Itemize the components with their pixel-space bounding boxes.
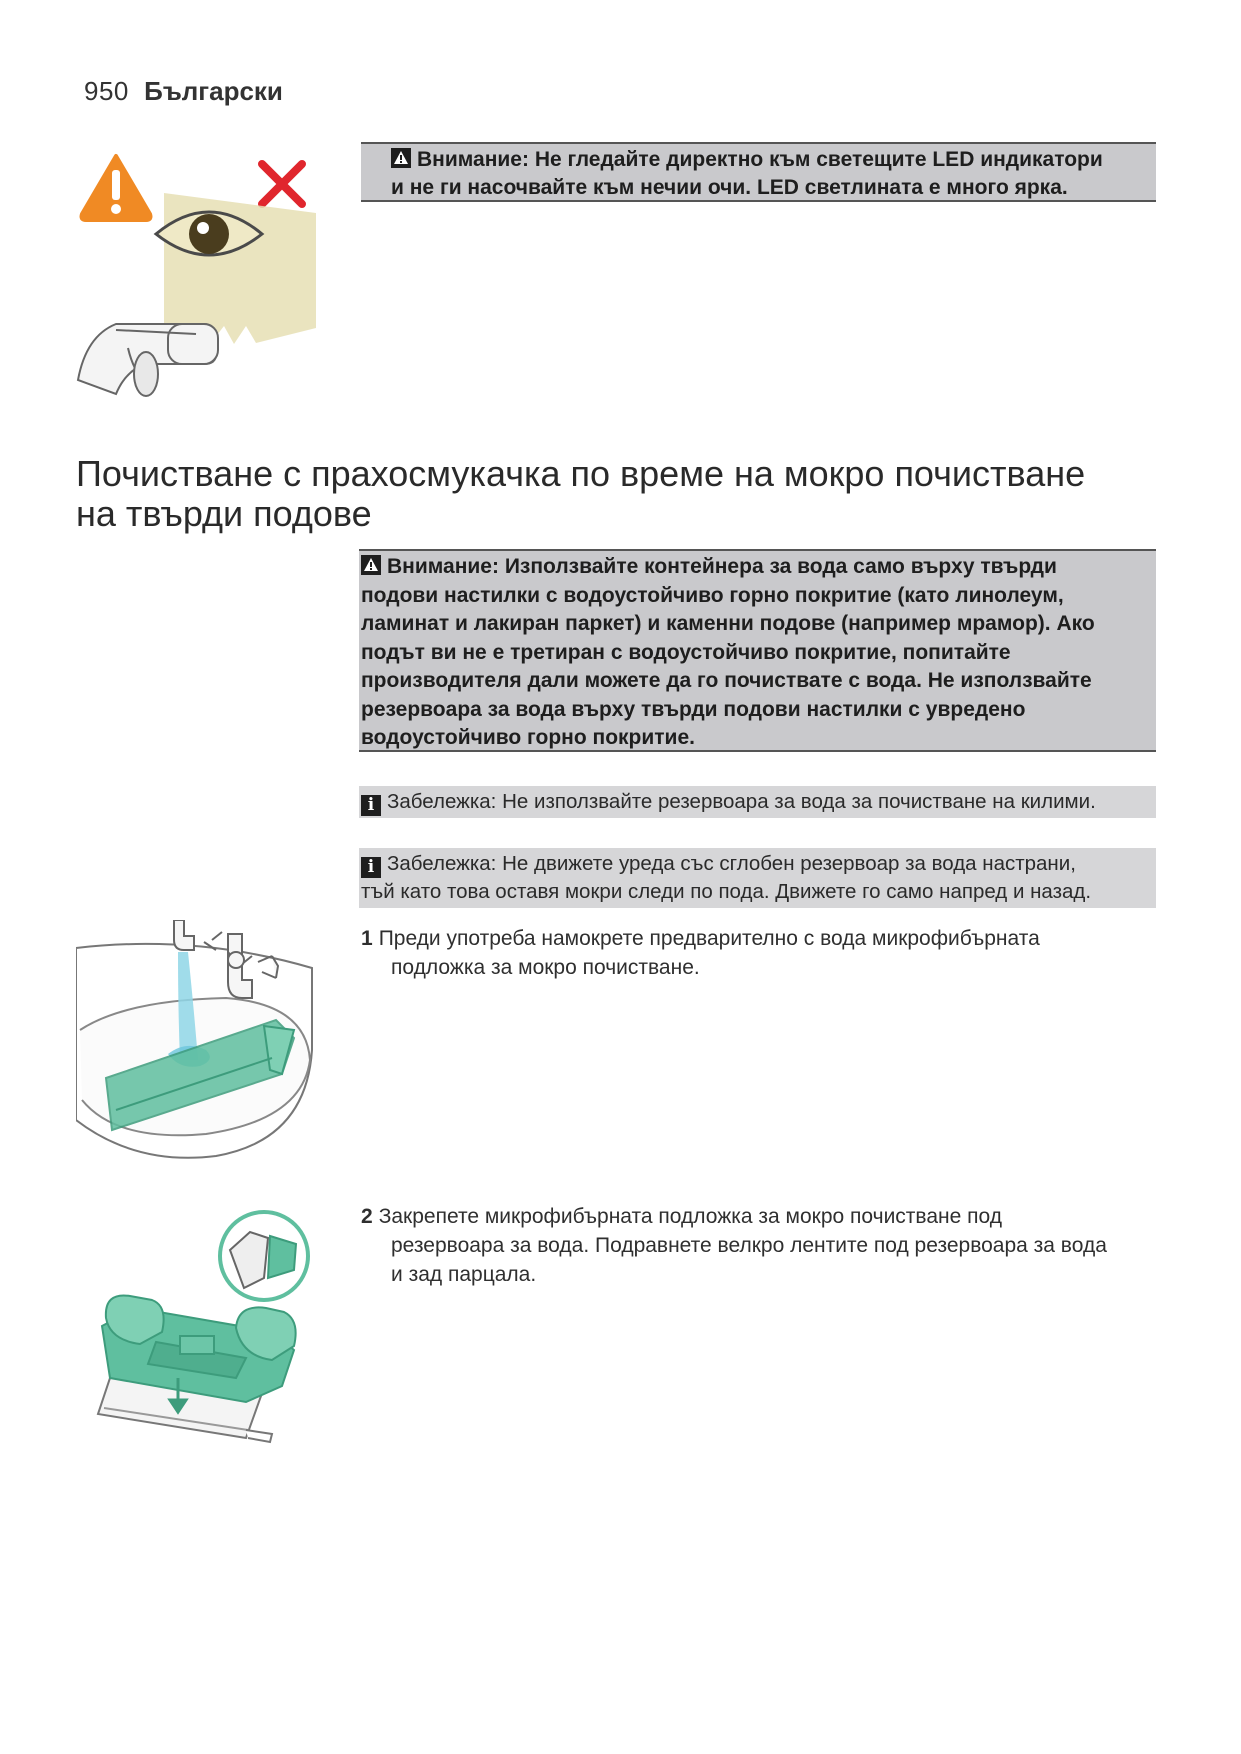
led-warning-label: Внимание: <box>417 148 529 171</box>
water-warning-text-5: производителя дали можете да го почиствате с вода. Не използвайте <box>361 669 1092 692</box>
note-movement-line1 <box>361 850 1152 878</box>
page-header <box>84 76 283 107</box>
step-1 <box>361 924 1161 982</box>
step-1-text-2: подложка за мокро почистване. <box>391 956 700 979</box>
note-carpets-text: Не използвайте резервоара за вода за почистване на килими. <box>502 790 1096 813</box>
warning-icon <box>391 148 411 168</box>
led-warning-text-1: Не гледайте директно към светещите LED индикатори <box>534 148 1103 171</box>
prohibited-cross-icon <box>262 164 302 204</box>
note-movement <box>359 848 1156 908</box>
info-icon: i <box>361 857 381 878</box>
section-title-line2: на твърди подове <box>76 493 372 534</box>
vacuum-nozzle-icon <box>78 324 218 396</box>
step-2 <box>361 1202 1161 1289</box>
step-1-text-1: Преди употреба намокрете предварително с вода микрофибърната <box>378 927 1040 950</box>
step-1-number: 1 <box>361 927 373 950</box>
water-warning-box <box>359 549 1156 752</box>
led-warning-text-2: и не ги насочвайте към нечии очи. LED светлината е много ярка. <box>391 176 1068 199</box>
language-label: Български <box>144 76 283 106</box>
water-warning-text-2: подови настилки с водоустойчиво горно покритие (като линолеум, <box>361 583 1064 607</box>
wet-pad-under-tap-illustration <box>76 920 316 1168</box>
water-warning-text-6: резервоара за вода върху твърди подови настилки с увредено <box>361 697 1026 721</box>
step-2-text-3: и зад парцала. <box>391 1263 537 1286</box>
water-warning-label: Внимание: <box>387 555 499 578</box>
led-eye-warning-illustration <box>76 148 321 400</box>
warning-icon <box>361 555 381 575</box>
step-2-text-2: резервоара за вода. Подравнете велкро лентите под резервоара за вода <box>391 1234 1107 1257</box>
water-warning-text-1: Използвайте контейнера за вода само върху твърди <box>504 555 1057 578</box>
water-warning-text-7: водоустойчиво горно покритие. <box>361 726 695 749</box>
warning-triangle-icon <box>82 156 151 220</box>
water-warning-line1 <box>361 553 1148 582</box>
note-movement-text-2: тъй като това оставя мокри следи по пода. Движете го само напред и назад. <box>361 880 1092 903</box>
attach-pad-illustration <box>96 1208 328 1448</box>
section-title <box>76 454 1196 534</box>
detail-circle-icon <box>220 1212 308 1300</box>
led-warning-box <box>361 142 1156 202</box>
water-warning-text-3: ламинат и лакиран паркет) и каменни подове (например мрамор). Ако <box>361 612 1095 635</box>
step-2-number: 2 <box>361 1205 373 1228</box>
info-icon: i <box>361 795 381 816</box>
water-warning-text-4: подът ви не е третиран с водоустойчиво покритие, попитайте <box>361 640 1011 664</box>
led-warning-line1 <box>391 146 1146 174</box>
note-carpets-label: Забележка: <box>387 790 497 813</box>
note-movement-label: Забележка: <box>387 852 497 875</box>
page-number: 950 <box>84 76 129 106</box>
note-movement-text-1: Не движете уреда със сглобен резервоар за вода настрани, <box>502 852 1076 875</box>
note-carpets <box>359 786 1156 818</box>
step-2-text-1: Закрепете микрофибърната подложка за мокро почистване под <box>378 1205 1002 1228</box>
section-title-line1: Почистване с прахосмукачка по време на мокро почистване <box>76 453 1086 494</box>
